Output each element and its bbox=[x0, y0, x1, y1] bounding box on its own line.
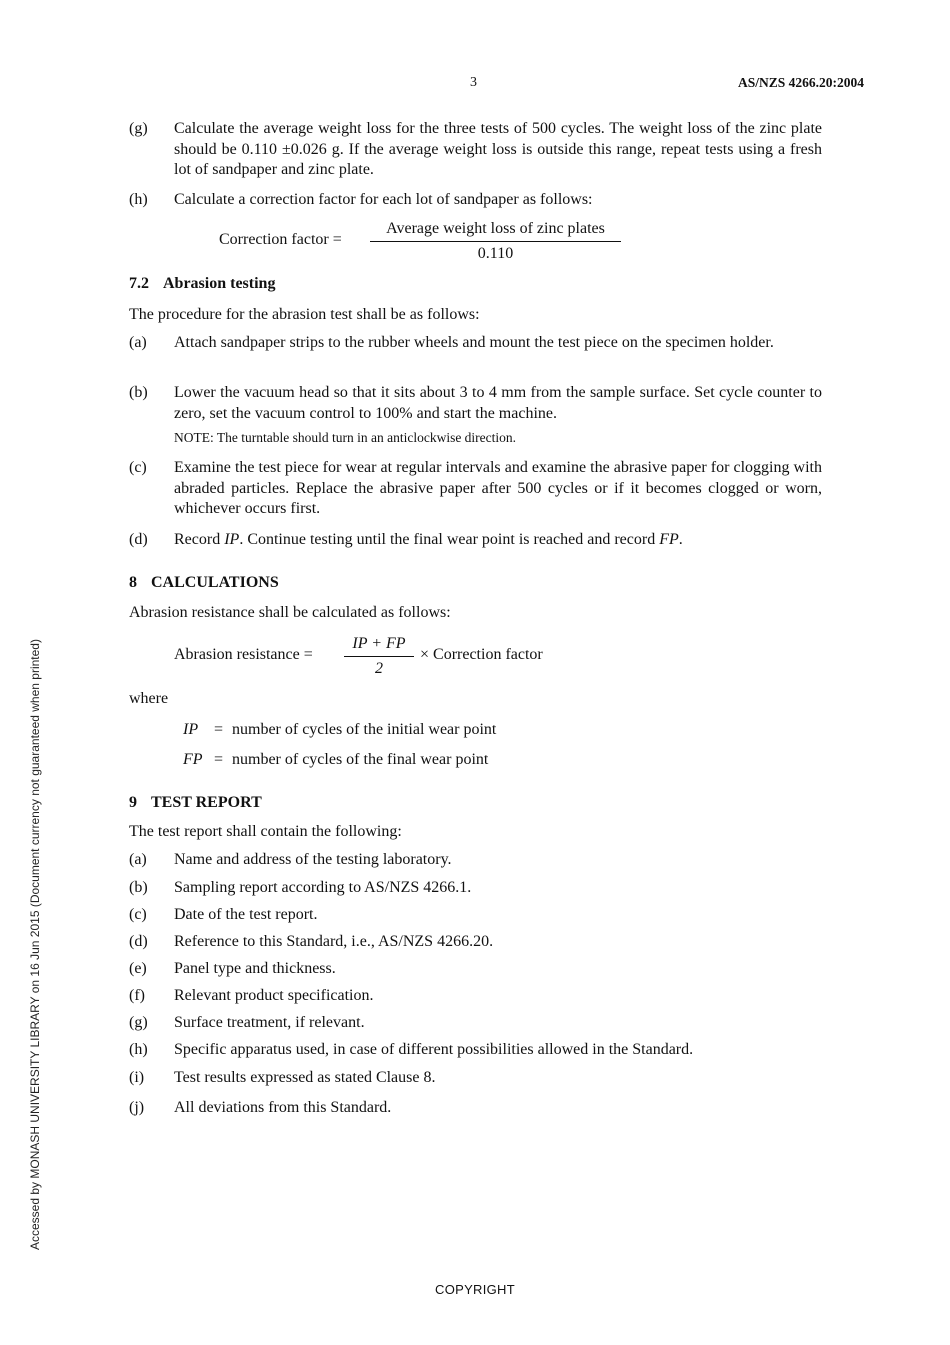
symbol-fp: FP bbox=[659, 531, 679, 548]
report-item-label: (e) bbox=[129, 960, 147, 977]
item-label-a: (a) bbox=[129, 334, 147, 351]
heading-title: Abrasion testing bbox=[163, 275, 276, 292]
item-label-d: (d) bbox=[129, 531, 148, 548]
report-item-text: Date of the test report. bbox=[174, 906, 318, 923]
abrasion-fraction bbox=[344, 634, 414, 679]
standard-id: AS/NZS 4266.20:2004 bbox=[737, 75, 864, 90]
section-heading-7-2 bbox=[129, 274, 275, 294]
report-item-text: Specific apparatus used, in case of different possibilities allowed in the Standard. bbox=[174, 1041, 694, 1058]
item-text-d bbox=[174, 530, 822, 551]
abrasion-formula-rhs: × Correction factor bbox=[420, 646, 543, 663]
section-intro-8: Abrasion resistance shall be calculated as follows: bbox=[129, 604, 451, 621]
item-text-g: Calculate the average weight loss for the three tests of 500 cycles. The weight loss of the zinc plate should be 0.110 ±0.026 g. If the average weight loss is outside this range, repeat tests using a fresh lot of sandpaper and zinc plate. bbox=[174, 120, 822, 178]
fraction-numerator: Average weight loss of zinc plates bbox=[370, 219, 621, 242]
correction-factor-fraction bbox=[370, 219, 621, 264]
definition-equals: = bbox=[214, 751, 224, 768]
page-number: 3 bbox=[470, 75, 477, 90]
section-heading-8 bbox=[129, 573, 279, 593]
definition-text-fp: number of cycles of the final wear point bbox=[232, 751, 489, 768]
item-text-c: Examine the test piece for wear at regular intervals and examine the abrasive paper for clogging with abraded particles. Replace the abrasive paper after 500 cycles or if it becomes clogged or worn, whichever occurs first. bbox=[174, 459, 822, 517]
definition-text-ip: number of cycles of the initial wear point bbox=[232, 721, 497, 738]
definition-equals: = bbox=[214, 721, 224, 738]
heading-number: 8 bbox=[129, 574, 137, 591]
text-fragment: . bbox=[678, 531, 683, 548]
heading-title: TEST REPORT bbox=[151, 794, 262, 811]
item-label-h: (h) bbox=[129, 191, 148, 208]
report-item-text: Reference to this Standard, i.e., AS/NZS 4266.20. bbox=[174, 933, 494, 950]
definition-symbol-ip: IP bbox=[183, 721, 199, 738]
section-intro-9: The test report shall contain the following: bbox=[129, 823, 402, 840]
text-fragment: Record bbox=[174, 531, 225, 548]
report-item-label: (g) bbox=[129, 1014, 148, 1031]
heading-title: CALCULATIONS bbox=[151, 574, 279, 591]
report-item-label: (d) bbox=[129, 933, 148, 950]
report-item-text: Relevant product specification. bbox=[174, 987, 374, 1004]
fraction-numerator: IP + FP bbox=[344, 634, 414, 657]
abrasion-resistance-label: Abrasion resistance = bbox=[174, 646, 313, 663]
report-item-text: Test results expressed as stated Clause 8. bbox=[174, 1069, 436, 1086]
item-label-g: (g) bbox=[129, 120, 148, 137]
report-item-label: (i) bbox=[129, 1069, 145, 1086]
report-item-text: Panel type and thickness. bbox=[174, 960, 336, 977]
item-text-h: Calculate a correction factor for each lot of sandpaper as follows: bbox=[174, 191, 593, 208]
fraction-denominator: 2 bbox=[375, 660, 383, 677]
report-item-label: (a) bbox=[129, 851, 147, 868]
fraction-denominator: 0.110 bbox=[477, 245, 514, 262]
symbol-ip: IP bbox=[224, 531, 240, 548]
report-item-label: (j) bbox=[129, 1099, 145, 1116]
correction-factor-label: Correction factor = bbox=[219, 231, 342, 248]
report-item-text: Surface treatment, if relevant. bbox=[174, 1014, 365, 1031]
item-label-b: (b) bbox=[129, 384, 148, 401]
report-item-label: (h) bbox=[129, 1041, 148, 1058]
report-item-label: (c) bbox=[129, 906, 147, 923]
item-text-b: Lower the vacuum head so that it sits about 3 to 4 mm from the sample surface. Set cycle counter to zero, set the vacuum control to 100% and start the machine. bbox=[174, 384, 822, 422]
item-label-c: (c) bbox=[129, 459, 147, 476]
report-item-text: Sampling report according to AS/NZS 4266.1. bbox=[174, 879, 472, 896]
report-item-text: All deviations from this Standard. bbox=[174, 1099, 392, 1116]
note: NOTE: The turntable should turn in an anticlockwise direction. bbox=[174, 430, 517, 445]
definition-symbol-fp: FP bbox=[183, 751, 203, 768]
text-fragment: . Continue testing until the final wear point is reached and record bbox=[239, 531, 660, 548]
report-item-label: (b) bbox=[129, 879, 148, 896]
heading-number: 7.2 bbox=[129, 275, 149, 292]
heading-number: 9 bbox=[129, 794, 137, 811]
copyright-footer: COPYRIGHT bbox=[435, 1282, 515, 1297]
access-notice: Accessed by MONASH UNIVERSITY LIBRARY on 16 Jun 2015 (Document currency not guaranteed when printed) bbox=[28, 639, 42, 1250]
section-intro-7-2: The procedure for the abrasion test shall be as follows: bbox=[129, 306, 480, 323]
report-item-label: (f) bbox=[129, 987, 145, 1004]
section-heading-9 bbox=[129, 793, 262, 813]
where-label: where bbox=[129, 690, 169, 707]
item-text-a: Attach sandpaper strips to the rubber wheels and mount the test piece on the specimen holder. bbox=[174, 334, 774, 351]
report-item-text: Name and address of the testing laboratory. bbox=[174, 851, 452, 868]
